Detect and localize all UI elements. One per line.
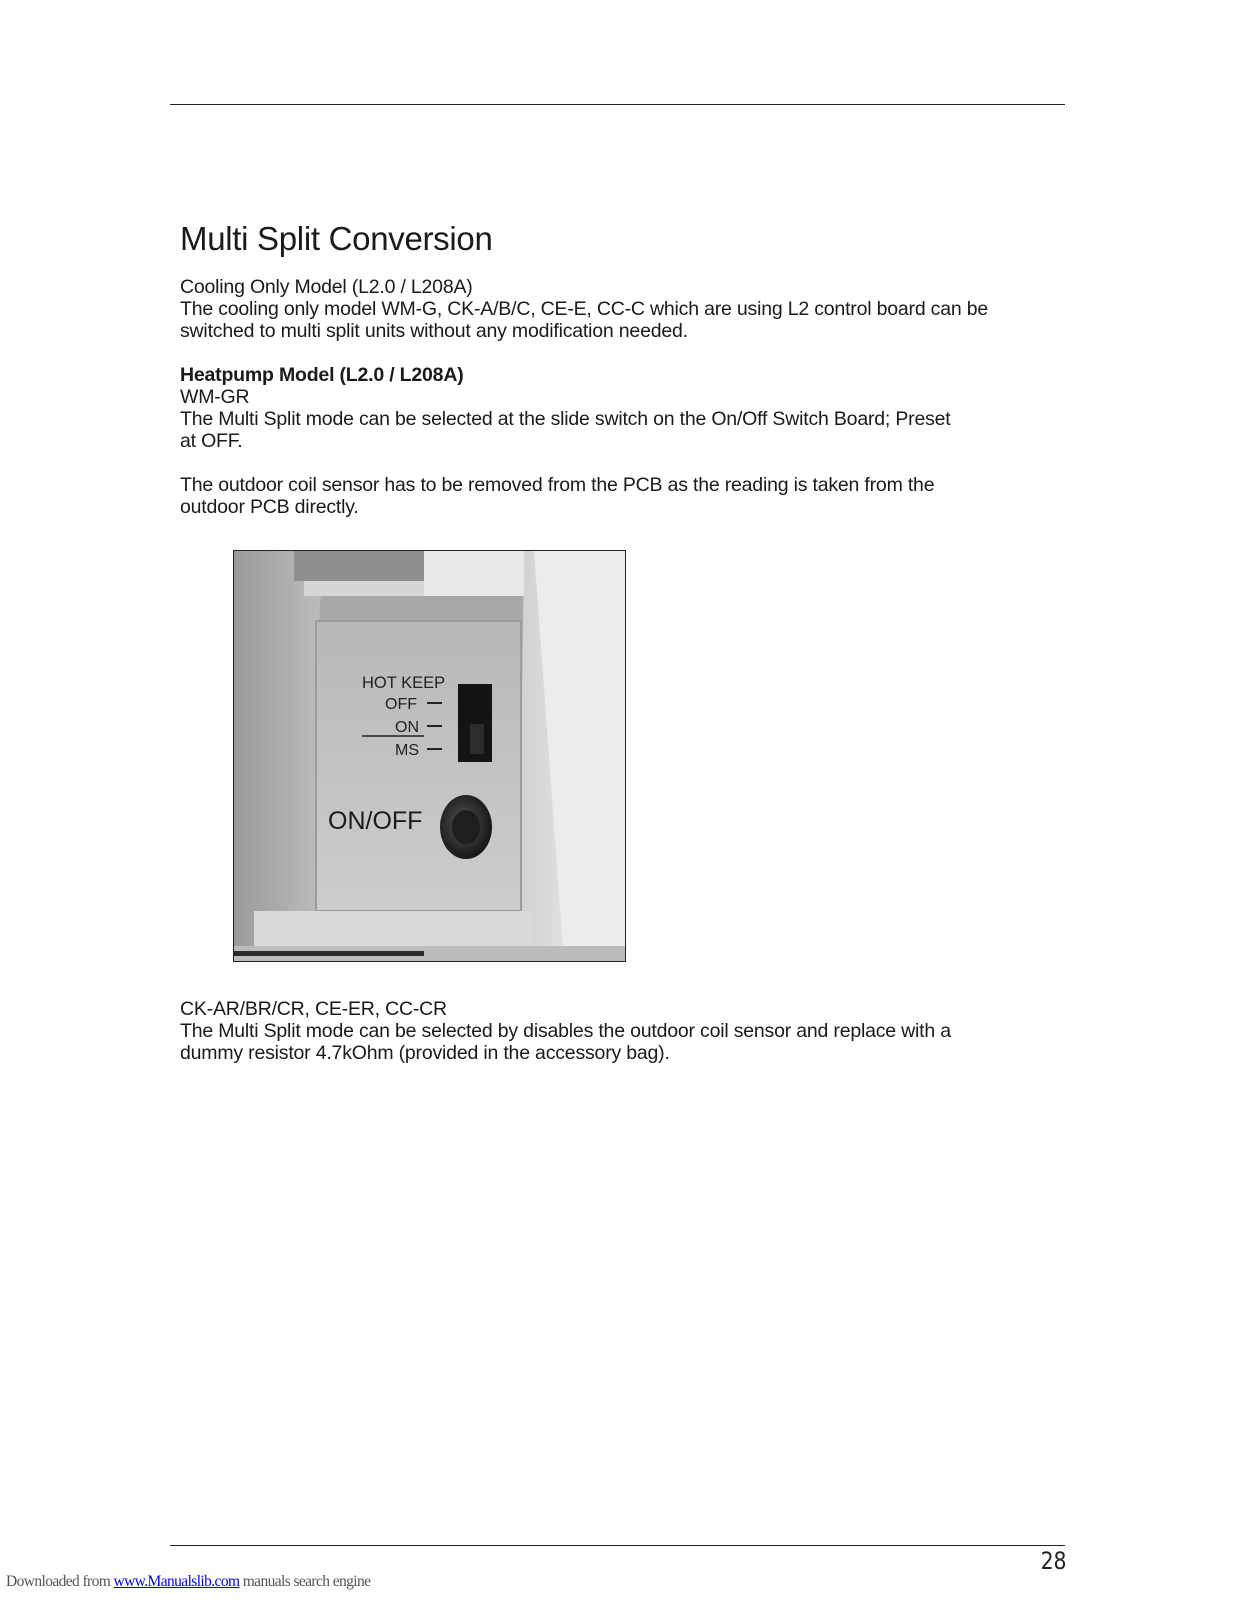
photo-label-ms: MS <box>395 742 419 759</box>
main-content <box>180 220 1080 518</box>
photo-label-hot-keep: HOT KEEP <box>362 674 446 692</box>
other-models-text-line-1: The Multi Split mode can be selected by disables the outdoor coil sensor and replace with a <box>180 1020 951 1042</box>
sensor-text-line-1: The outdoor coil sensor has to be removed from the PCB as the reading is taken from the <box>180 474 935 496</box>
footer-suffix: manuals search engine <box>239 1573 371 1590</box>
footer-prefix: Downloaded from <box>6 1573 114 1590</box>
switch-board-photo <box>233 550 626 962</box>
manualslib-link[interactable]: www.Manualslib.com <box>113 1573 240 1590</box>
cooling-text-line-1: The cooling only model WM-G, CK-A/B/C, CE-E, CC-C which are using L2 control board can be <box>180 298 989 320</box>
page-number: 28 <box>1041 1547 1067 1575</box>
cooling-text-line-2: switched to multi split units without any modification needed. <box>180 320 688 342</box>
other-models-text-line-2: dummy resistor 4.7kOhm (provided in the accessory bag). <box>180 1042 670 1064</box>
download-footer <box>6 1573 370 1591</box>
photo-label-onoff: ON/OFF <box>328 807 423 835</box>
page-title: Multi Split Conversion <box>180 220 493 257</box>
other-models-section <box>180 998 1080 1064</box>
photo-label-on: ON <box>395 719 419 736</box>
other-models-heading: CK-AR/BR/CR, CE-ER, CC-CR <box>180 998 447 1020</box>
photo-label-off: OFF <box>385 696 417 713</box>
heatpump-heading: Heatpump Model (L2.0 / L208A) <box>180 364 464 386</box>
footer-rule <box>170 1545 1065 1546</box>
switch-board-photo-image <box>234 551 626 962</box>
heatpump-text-line-2: at OFF. <box>180 430 243 452</box>
header-rule <box>170 104 1065 105</box>
cooling-heading: Cooling Only Model (L2.0 / L208A) <box>180 276 473 298</box>
heatpump-text-line-1: The Multi Split mode can be selected at the slide switch on the On/Off Switch Board; Preset <box>180 408 951 430</box>
sensor-text-line-2: outdoor PCB directly. <box>180 496 359 518</box>
heatpump-model: WM-GR <box>180 386 250 408</box>
